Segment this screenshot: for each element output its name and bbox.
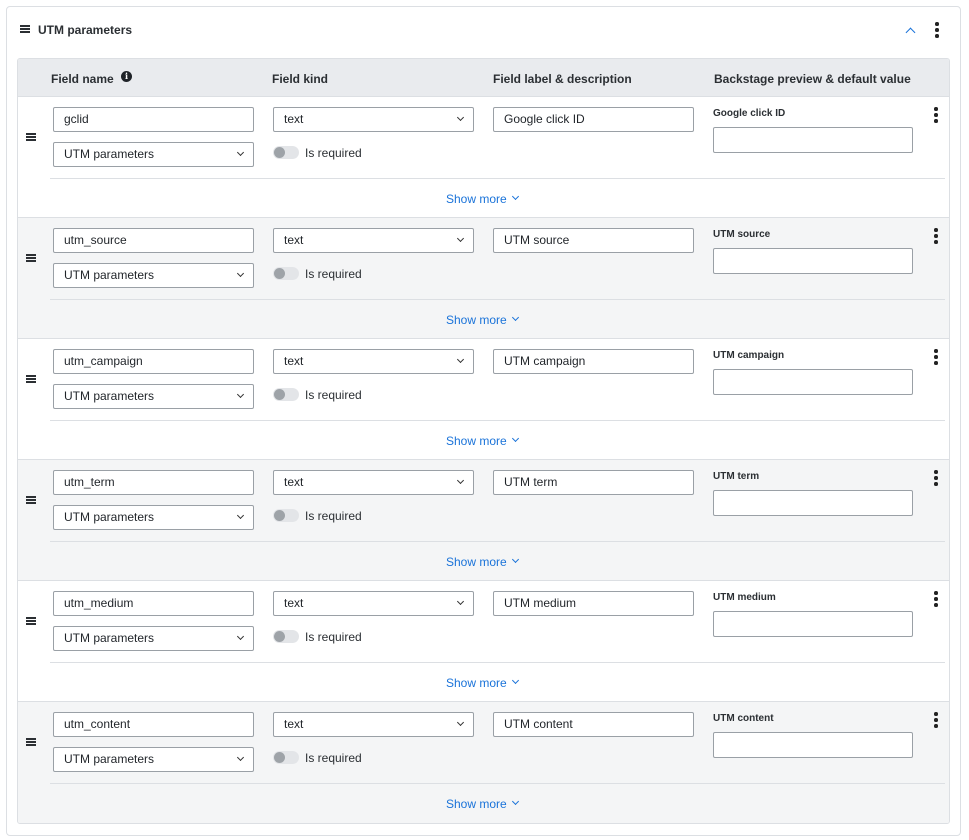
field-name-input[interactable]: utm_campaign [53,349,254,374]
field-kind-select[interactable] [273,349,474,374]
field-group-select[interactable] [53,626,254,651]
is-required-toggle[interactable] [273,146,299,159]
drag-handle-icon[interactable] [26,375,36,383]
field-kind-select[interactable] [273,470,474,495]
field-label-input[interactable]: UTM campaign [493,349,694,374]
preview-label: UTM source [713,229,771,240]
preview-label: UTM medium [713,592,776,603]
row-divider [50,541,945,542]
field-kind-value: text [284,354,304,368]
is-required-label: Is required [305,630,362,644]
preview-label: UTM term [713,471,760,482]
kebab-menu-icon[interactable] [935,22,939,38]
field-name-input[interactable]: utm_term [53,470,254,495]
field-name-input[interactable]: utm_content [53,712,254,737]
chevron-down-icon [457,719,464,726]
drag-handle-icon[interactable] [26,133,36,141]
is-required-label: Is required [305,751,362,765]
kebab-menu-icon[interactable] [934,228,938,244]
field-label-input[interactable]: UTM term [493,470,694,495]
column-field-name: Field name [51,72,114,86]
chevron-up-icon[interactable] [906,28,916,38]
preview-label: UTM campaign [713,350,785,361]
default-value-input[interactable] [713,248,913,274]
field-group-select[interactable] [53,263,254,288]
info-icon[interactable]: i [121,71,132,82]
field-group-select[interactable] [53,505,254,530]
is-required-label: Is required [305,388,362,402]
row-divider [50,178,945,179]
table-row [18,218,949,339]
preview-label: UTM content [713,713,774,724]
chevron-down-icon[interactable] [512,556,519,563]
field-kind-value: text [284,475,304,489]
row-divider [50,420,945,421]
column-backstage-preview: Backstage preview & default value [714,72,911,86]
field-name-input[interactable]: utm_medium [53,591,254,616]
table-header [18,59,949,97]
column-field-label: Field label & description [493,72,632,86]
show-more-link[interactable]: Show more [446,313,507,327]
chevron-down-icon[interactable] [512,677,519,684]
field-group-value: UTM parameters [64,752,155,766]
field-group-select[interactable] [53,384,254,409]
field-label-input[interactable]: UTM source [493,228,694,253]
panel-title: UTM parameters [38,23,133,37]
table-row [18,339,949,460]
column-field-kind: Field kind [272,72,329,86]
field-group-value: UTM parameters [64,510,155,524]
chevron-down-icon [457,598,464,605]
utm-parameters-panel [6,6,961,836]
show-more-link[interactable]: Show more [446,555,507,569]
drag-handle-icon[interactable] [26,496,36,504]
field-kind-value: text [284,717,304,731]
field-name-input[interactable]: utm_source [53,228,254,253]
chevron-down-icon[interactable] [512,314,519,321]
table-row [18,702,949,823]
field-kind-select[interactable] [273,107,474,132]
chevron-down-icon[interactable] [512,798,519,805]
kebab-menu-icon[interactable] [934,107,938,123]
field-group-select[interactable] [53,142,254,167]
drag-handle-icon[interactable] [26,738,36,746]
field-group-value: UTM parameters [64,631,155,645]
is-required-toggle[interactable] [273,751,299,764]
preview-label: Google click ID [713,108,786,119]
default-value-input[interactable] [713,369,913,395]
default-value-input[interactable] [713,127,913,153]
drag-handle-icon[interactable] [26,617,36,625]
default-value-input[interactable] [713,490,913,516]
chevron-down-icon [457,356,464,363]
field-kind-select[interactable] [273,712,474,737]
field-label-input[interactable]: Google click ID [493,107,694,132]
chevron-down-icon[interactable] [512,193,519,200]
panel-header [7,7,960,51]
drag-handle-icon[interactable] [26,254,36,262]
field-name-input[interactable]: gclid [53,107,254,132]
row-divider [50,662,945,663]
chevron-down-icon [237,149,244,156]
kebab-menu-icon[interactable] [934,470,938,486]
field-group-value: UTM parameters [64,147,155,161]
field-kind-select[interactable] [273,228,474,253]
chevron-down-icon [457,114,464,121]
chevron-down-icon [237,633,244,640]
field-kind-value: text [284,112,304,126]
is-required-toggle[interactable] [273,267,299,280]
drag-handle-icon[interactable] [20,25,30,33]
table-row [18,97,949,218]
chevron-down-icon [237,512,244,519]
field-group-select[interactable] [53,747,254,772]
field-group-value: UTM parameters [64,268,155,282]
row-divider [50,299,945,300]
chevron-down-icon [457,477,464,484]
chevron-down-icon [237,754,244,761]
chevron-down-icon [237,391,244,398]
row-divider [50,783,945,784]
is-required-label: Is required [305,146,362,160]
is-required-toggle[interactable] [273,388,299,401]
show-more-link[interactable]: Show more [446,192,507,206]
is-required-toggle[interactable] [273,630,299,643]
kebab-menu-icon[interactable] [934,591,938,607]
show-more-link[interactable]: Show more [446,434,507,448]
field-kind-value: text [284,233,304,247]
is-required-label: Is required [305,267,362,281]
chevron-down-icon[interactable] [512,435,519,442]
is-required-label: Is required [305,509,362,523]
default-value-input[interactable] [713,611,913,637]
show-more-link[interactable]: Show more [446,797,507,811]
show-more-link[interactable]: Show more [446,676,507,690]
table-row [18,460,949,581]
chevron-down-icon [457,235,464,242]
is-required-toggle[interactable] [273,509,299,522]
kebab-menu-icon[interactable] [934,349,938,365]
table-row [18,581,949,702]
field-kind-select[interactable] [273,591,474,616]
field-label-input[interactable]: UTM content [493,712,694,737]
field-kind-value: text [284,596,304,610]
field-label-input[interactable]: UTM medium [493,591,694,616]
fields-table [17,58,950,824]
kebab-menu-icon[interactable] [934,712,938,728]
default-value-input[interactable] [713,732,913,758]
chevron-down-icon [237,270,244,277]
field-group-value: UTM parameters [64,389,155,403]
